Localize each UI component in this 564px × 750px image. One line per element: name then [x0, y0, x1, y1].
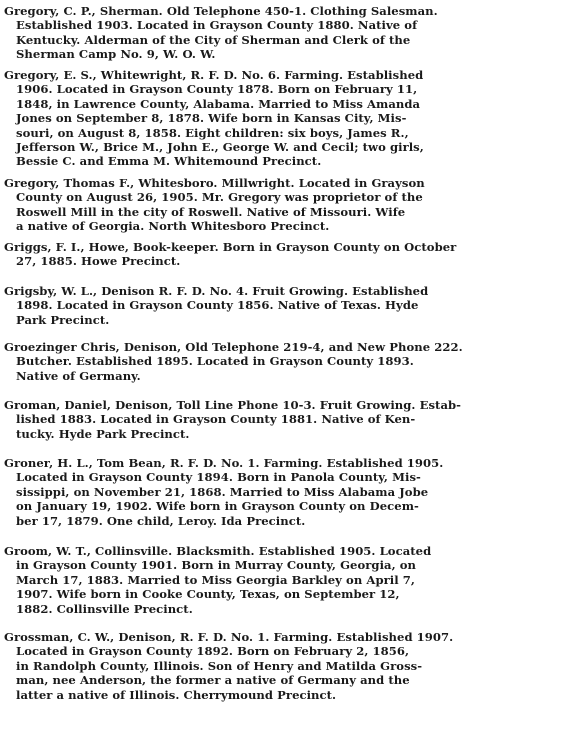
entry-line: Jones on September 8, 1878. Wife born in Kansas City, Mis- — [16, 111, 407, 126]
entry-line: Gregory, Thomas F., Whitesboro. Millwright. Located in Grayson — [4, 176, 425, 190]
entry-line: Established 1903. Located in Grayson County 1880. Native of — [16, 18, 418, 33]
entry-line: 1906. Located in Grayson County 1878. Born on February 11, — [16, 82, 418, 97]
entry-line: 1907. Wife born in Cooke County, Texas, on September 12, — [16, 587, 400, 602]
entry-line: Groom, W. T., Collinsville. Blacksmith. Established 1905. Located — [4, 544, 432, 558]
entry-line: Roswell Mill in the city of Roswell. Native of Missouri. Wife — [16, 204, 406, 219]
entry-line: man, nee Anderson, the former a native of Germany and the — [16, 673, 410, 688]
entry-line: Grossman, C. W., Denison, R. F. D. No. 1. Farming. Established 1907. — [4, 630, 454, 644]
entry-line: County on August 26, 1905. Mr. Gregory was proprietor of the — [16, 190, 423, 205]
entry-line: souri, on August 8, 1858. Eight children: six boys, James R., — [16, 125, 409, 140]
entry-line: 1848, in Lawrence County, Alabama. Married to Miss Amanda — [16, 96, 421, 111]
directory-page — [4, 4, 556, 746]
entry-line: Butcher. Established 1895. Located in Grayson County 1893. — [16, 354, 414, 369]
entry-line: Gregory, C. P., Sherman. Old Telephone 450-1. Clothing Salesman. — [4, 4, 438, 18]
entry-groezinger — [4, 340, 556, 383]
entry-line: ber 17, 1879. One child, Leroy. Ida Precinct. — [16, 513, 306, 528]
entry-line: Located in Grayson County 1894. Born in Panola County, Mis- — [16, 470, 421, 485]
entry-line: a native of Georgia. North Whitesboro Precinct. — [16, 219, 330, 234]
entry-line: Gregory, E. S., Whitewright, R. F. D. No. 6. Farming. Established — [4, 68, 424, 82]
entry-gregory-cp — [4, 4, 556, 62]
entry-line: on January 19, 1902. Wife born in Grayson County on Decem- — [16, 499, 419, 514]
entry-line: Groezinger Chris, Denison, Old Telephone 219-4, and New Phone 222. — [4, 340, 463, 354]
entry-line: Park Precinct. — [16, 312, 110, 327]
entry-groman — [4, 398, 556, 441]
entry-grossman — [4, 630, 556, 702]
entry-line: sissippi, on November 21, 1868. Married to Miss Alabama Jobe — [16, 484, 429, 499]
entry-line: Kentucky. Alderman of the City of Sherman and Clerk of the — [16, 32, 411, 47]
entry-line: in Randolph County, Illinois. Son of Henry and Matilda Gross- — [16, 658, 423, 673]
entry-line: Bessie C. and Emma M. Whitemound Precinct. — [16, 154, 322, 169]
entry-grigsby — [4, 284, 556, 327]
entry-line: Native of Germany. — [16, 368, 141, 383]
entry-line: Jefferson W., Brice M., John E., George W. and Cecil; two girls, — [16, 140, 424, 155]
entry-line: Griggs, F. I., Howe, Book-keeper. Born in Grayson County on October — [4, 240, 457, 254]
entry-line: 1882. Collinsville Precinct. — [16, 601, 193, 616]
entry-groner — [4, 456, 556, 528]
entry-line: Located in Grayson County 1892. Born on February 2, 1856, — [16, 644, 410, 659]
entry-line: March 17, 1883. Married to Miss Georgia Barkley on April 7, — [16, 572, 415, 587]
entry-line: 27, 1885. Howe Precinct. — [16, 254, 181, 269]
entry-line: 1898. Located in Grayson County 1856. Native of Texas. Hyde — [16, 298, 419, 313]
entry-line: Grigsby, W. L., Denison R. F. D. No. 4. Fruit Growing. Established — [4, 284, 429, 298]
entry-line: Sherman Camp No. 9, W. O. W. — [16, 47, 216, 62]
entry-line: latter a native of Illinois. Cherrymound Precinct. — [16, 687, 337, 702]
entry-line: tucky. Hyde Park Precinct. — [16, 426, 190, 441]
entry-groom — [4, 544, 556, 616]
entry-line: lished 1883. Located in Grayson County 1881. Native of Ken- — [16, 412, 416, 427]
entry-gregory-thomas — [4, 176, 556, 234]
entry-line: Groner, H. L., Tom Bean, R. F. D. No. 1. Farming. Established 1905. — [4, 456, 444, 470]
entry-gregory-es — [4, 68, 556, 169]
entry-griggs — [4, 240, 556, 269]
entry-line: in Grayson County 1901. Born in Murray County, Georgia, on — [16, 558, 417, 573]
entry-line: Groman, Daniel, Denison, Toll Line Phone 10-3. Fruit Growing. Estab- — [4, 398, 462, 412]
